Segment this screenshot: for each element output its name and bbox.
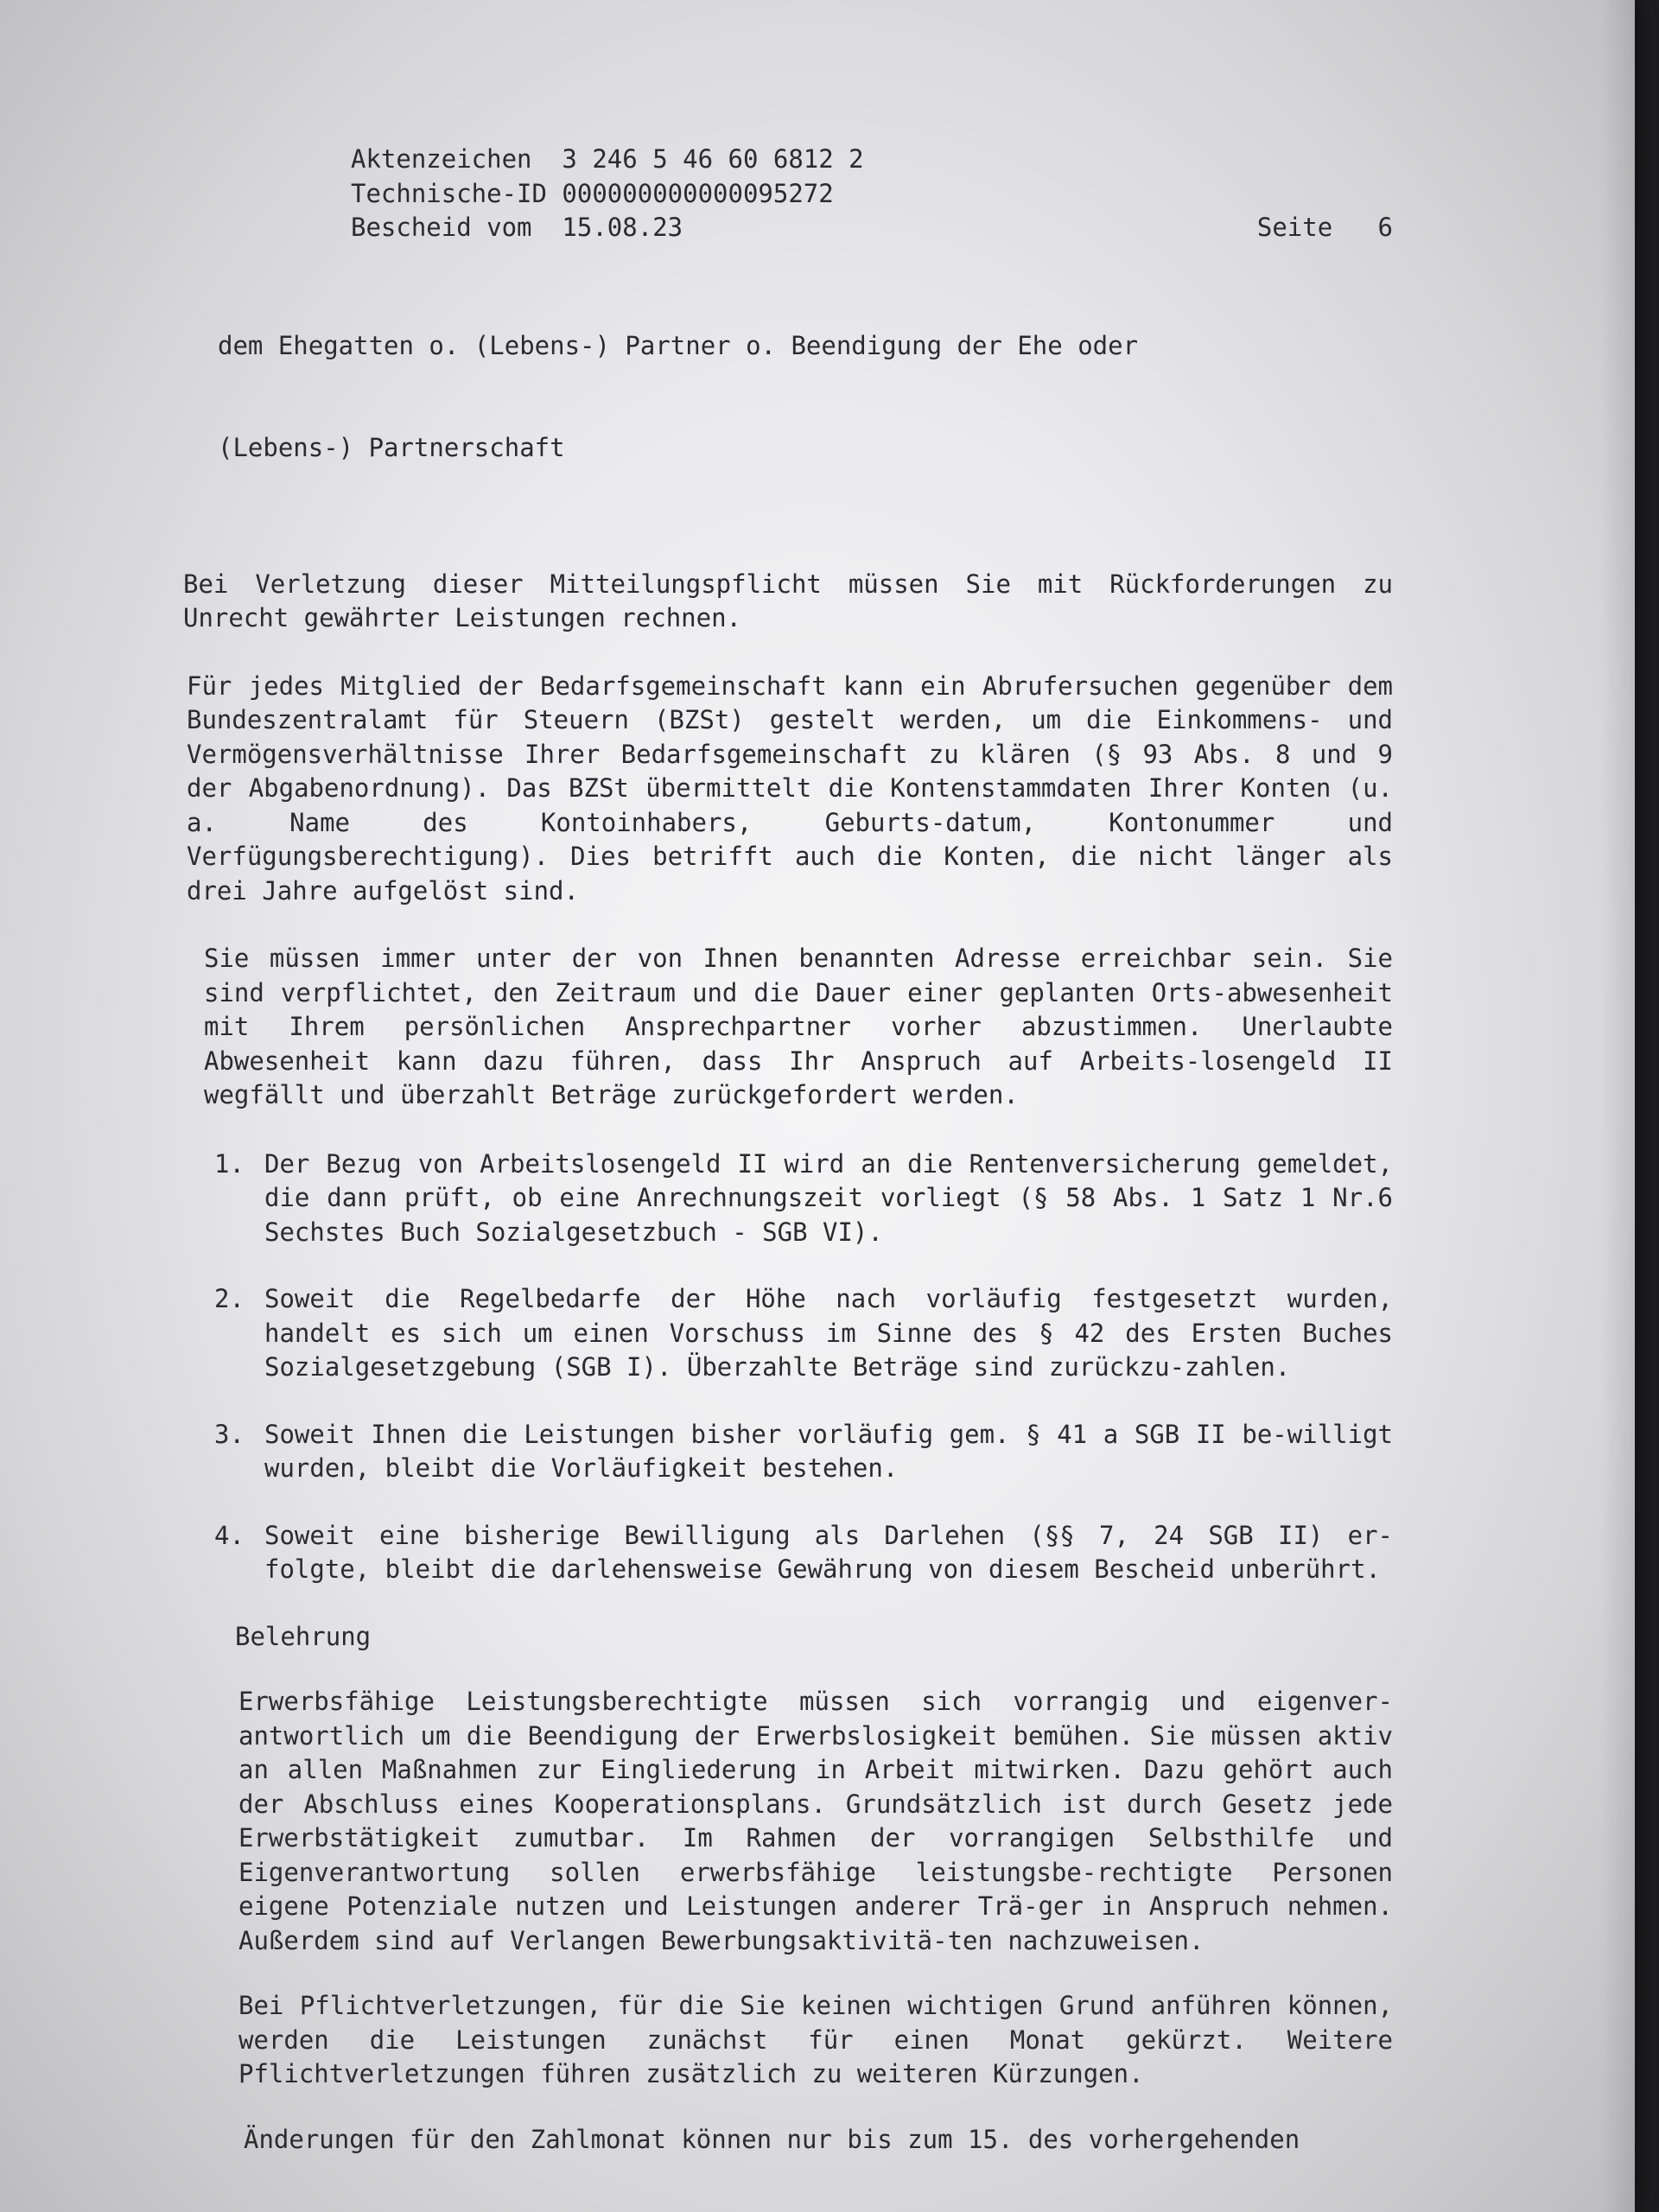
section-heading-belehrung: Belehrung	[235, 1621, 372, 1651]
technische-id-line: Technische-ID 000000000000095272	[351, 178, 834, 208]
paragraph-aenderungen: Änderungen für den Zahlmonat können nur bis zum 15. des vorhergehenden	[244, 2124, 1300, 2154]
page-number: Seite 6	[1256, 213, 1393, 242]
list-item-number: 1.	[214, 1148, 245, 1179]
list-item	[214, 1519, 1393, 1587]
list-item-text: Soweit die Regelbedarfe der Höhe nach vorläufig festgesetzt wurden, handelt es sich um einen Vorschuss im Sinne des § 42 des Ersten Buches Sozialgesetzgebung (SGB I). Überzahlte Beträge sind zurückzu-zahlen.	[264, 1284, 1393, 1382]
paragraph-erreichbarkeit: Sie müssen immer unter der von Ihnen benannten Adresse erreichbar sein. Sie sind verpflichtet, den Zeitraum und die Dauer einer geplanten Orts-abwesenheit mit Ihrem persönlichen Ansprechpartner vorher abzustimmen. Unerlaubte Abwesenheit kann dazu führen, dass Ihr Anspruch auf Arbeits-losengeld II wegfällt und überzahlt Beträge zurückgefordert werden.	[204, 944, 1393, 1109]
paragraph-rueckforderung: Bei Verletzung dieser Mitteilungspflicht müssen Sie mit Rückforderungen zu Unrecht gewährter Leistungen rechnen.	[183, 569, 1393, 632]
list-item	[214, 1282, 1393, 1385]
numbered-list	[214, 1147, 1393, 1587]
paragraph-pflichtverletzungen: Bei Pflichtverletzungen, für die Sie keinen wichtigen Grund anführen können, werden die Leistungen zunächst für einen Monat gekürzt. Weitere Pflichtverletzungen führen zusätzlich zu weiteren Kürzungen.	[238, 1991, 1393, 2088]
paragraph-bzst-abruf: Für jedes Mitglied der Bedarfsgemeinschaft kann ein Abrufersuchen gegenüber dem Bundeszentralamt für Steuern (BZSt) gestelt werden, um die Einkommens- und Vermögensverhältnisse Ihrer Bedarfsgemeinschaft zu klären (§ 93 Abs. 8 und 9 der Abgabenordnung). Das BZSt übermittelt die Kontenstammdaten Ihrer Konten (u. a. Name des Kontoinhabers, Geburts-datum, Kontonummer und Verfügungsberechtigung). Dies betrifft auch die Konten, die nicht länger als drei Jahre aufgelöst sind.	[187, 671, 1393, 906]
bescheid-date-line: Bescheid vom 15.08.23	[351, 213, 683, 242]
list-item-text: Soweit eine bisherige Bewilligung als Darlehen (§§ 7, 24 SGB II) er-folgte, bleibt die darlehensweise Gewährung von diesem Bescheid unberührt.	[264, 1520, 1393, 1584]
paragraph-mitwirkung: Erwerbsfähige Leistungsberechtigte müssen sich vorrangig und eigenver-antwortlich um die Beendigung der Erwerbslosigkeit bemühen. Sie müssen aktiv an allen Maßnahmen zur Eingliederung in Arbeit mitwirken. Dazu gehört auch der Abschluss eines Kooperationsplans. Grundsätzlich ist durch Gesetz jede Erwerbstätigkeit zumutbar. Im Rahmen der vorrangigen Selbsthilfe und Eigenverantwortung sollen erwerbsfähige leistungsbe-rechtigte Personen eigene Potenziale nutzen und Leistungen anderer Trä-ger in Anspruch nehmen. Außerdem sind auf Verlangen Bewerbungsaktivitä-ten nachzuweisen.	[238, 1687, 1393, 1955]
list-item-text: Der Bezug von Arbeitslosengeld II wird an die Rentenversicherung gemeldet, die dann prüft, ob eine Anrechnungszeit vorliegt (§ 58 Abs. 1 Satz 1 Nr.6 Sechstes Buch Sozialgesetzbuch - SGB VI).	[264, 1148, 1393, 1247]
document-content	[183, 143, 1393, 2157]
list-item-number: 4.	[214, 1520, 245, 1550]
aktenzeichen-line: Aktenzeichen 3 246 5 46 60 6812 2	[351, 144, 864, 174]
list-item-number: 2.	[214, 1284, 245, 1313]
continuation-text	[218, 261, 1393, 534]
list-item	[214, 1418, 1393, 1486]
document-header	[351, 143, 1393, 245]
continuation-line-2: (Lebens-) Partnerschaft	[218, 433, 565, 462]
list-item-number: 3.	[214, 1419, 245, 1449]
list-item	[214, 1147, 1393, 1250]
list-item-text: Soweit Ihnen die Leistungen bisher vorläufig gem. § 41 a SGB II be-willigt wurden, bleibt die Vorläufigkeit bestehen.	[264, 1419, 1393, 1483]
belehrung-section	[238, 1685, 1393, 2092]
continuation-line-1: dem Ehegatten o. (Lebens-) Partner o. Beendigung der Ehe oder	[218, 330, 1139, 360]
